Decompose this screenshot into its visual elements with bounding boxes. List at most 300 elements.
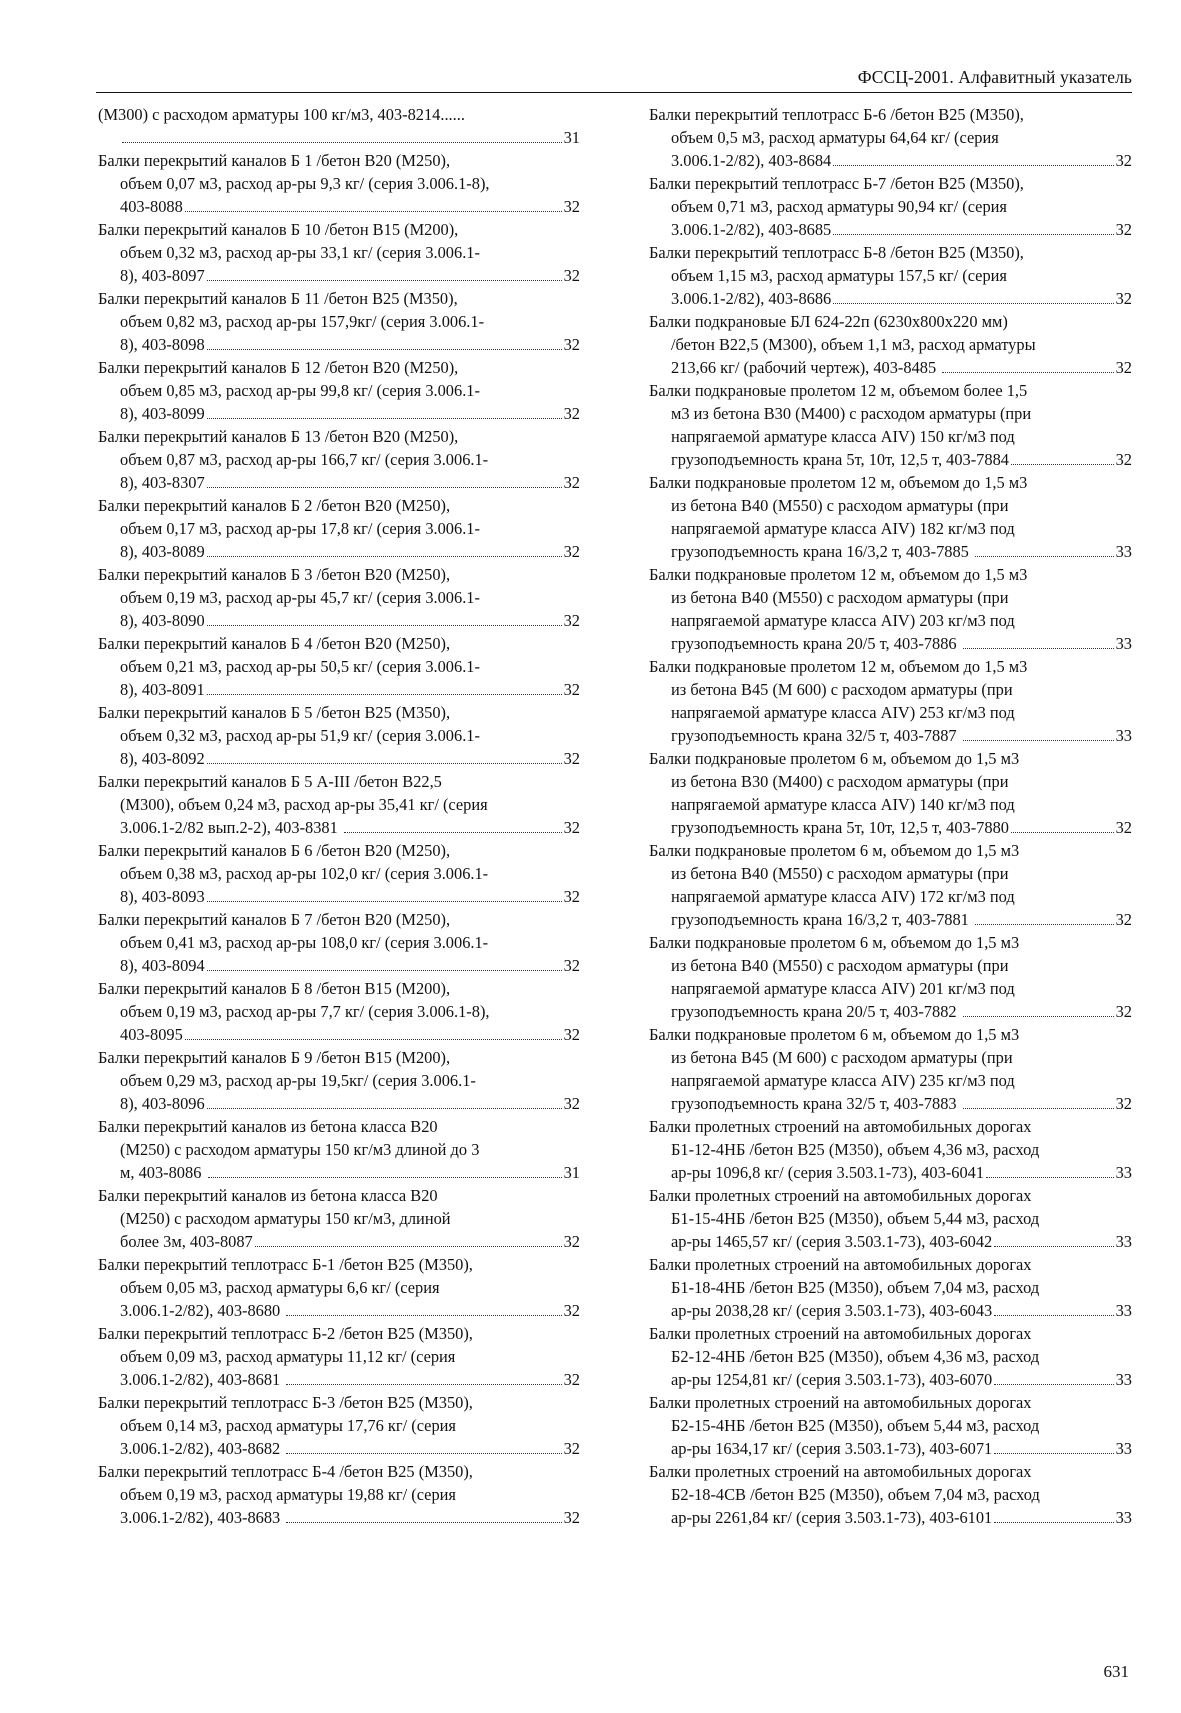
index-entry: [98, 908, 580, 977]
entry-text: Балки перекрытий каналов из бетона класса В20: [98, 1186, 438, 1205]
entry-text: грузоподъемность крана 16/3,2 т, 403-7881: [671, 910, 973, 929]
entry-line: [649, 793, 1132, 816]
entry-text: 8), 403-8098: [120, 335, 205, 354]
dot-leader: [344, 832, 562, 833]
entry-page-ref: 31: [563, 1163, 580, 1182]
entry-text: Балки перекрытий каналов Б 12 /бетон В20 (М250),: [98, 358, 459, 377]
entry-page-ref: 32: [563, 1094, 580, 1113]
entry-page-ref: 32: [1115, 289, 1132, 308]
entry-text: Балки подкрановые пролетом 12 м, объемом до 1,5 м3: [649, 473, 1028, 492]
entry-text: 8), 403-8091: [120, 680, 205, 699]
entry-line: [649, 448, 1132, 471]
entry-line: [98, 195, 580, 218]
entry-line: [649, 402, 1132, 425]
entry-line: [649, 149, 1132, 172]
entry-line: [649, 1483, 1132, 1506]
entry-line: [649, 1092, 1132, 1115]
entry-text: ар-ры 2261,84 кг/ (серия 3.503.1-73), 403-6101: [671, 1508, 993, 1527]
entry-line: [98, 1460, 580, 1483]
entry-line: [649, 241, 1132, 264]
entry-line: [98, 885, 580, 908]
dot-leader: [963, 1108, 1114, 1109]
entry-line: [649, 126, 1132, 149]
entry-line: [98, 816, 580, 839]
index-entry: [98, 494, 580, 563]
entry-text: из бетона В45 (М 600) с расходом арматуры (при: [671, 1048, 1013, 1067]
entry-page-ref: 32: [1115, 910, 1132, 929]
entry-line: [649, 609, 1132, 632]
entry-text: объем 0,41 м3, расход ар-ры 108,0 кг/ (серия 3.006.1-: [120, 933, 489, 952]
entry-line: [649, 1046, 1132, 1069]
entry-line: [649, 632, 1132, 655]
entry-text: грузоподъемность крана 20/5 т, 403-7882: [671, 1002, 961, 1021]
entry-page-ref: 33: [1115, 1439, 1132, 1458]
entry-line: [649, 724, 1132, 747]
entry-text: Балки подкрановые пролетом 12 м, объемом до 1,5 м3: [649, 657, 1028, 676]
entry-text: ар-ры 1254,81 кг/ (серия 3.503.1-73), 403-6070: [671, 1370, 993, 1389]
entry-text: Балки подкрановые пролетом 6 м, объемом до 1,5 м3: [649, 933, 1020, 952]
entry-line: [98, 448, 580, 471]
index-entry: [98, 770, 580, 839]
entry-line: [649, 517, 1132, 540]
entry-text: 8), 403-8089: [120, 542, 205, 561]
index-entry: [98, 701, 580, 770]
entry-text: Балки пролетных строений на автомобильных дорогах: [649, 1117, 1032, 1136]
entry-line: [98, 1276, 580, 1299]
entry-line: [98, 241, 580, 264]
entry-text: 3.006.1-2/82), 403-8681: [120, 1370, 285, 1389]
entry-text: Балки перекрытий каналов Б 4 /бетон В20 (М250),: [98, 634, 451, 653]
entry-line: [98, 402, 580, 425]
dot-leader: [994, 1315, 1113, 1316]
index-entry: [98, 425, 580, 494]
entry-line: [98, 862, 580, 885]
entry-page-ref: 33: [1115, 634, 1132, 653]
entry-text: Балки перекрытий каналов Б 3 /бетон В20 (М250),: [98, 565, 451, 584]
dot-leader: [994, 1384, 1113, 1385]
entry-line: [98, 586, 580, 609]
entry-text: Б2-15-4НБ /бетон В25 (М350), объем 5,44 м3, расход: [671, 1416, 1040, 1435]
entry-line: [649, 1299, 1132, 1322]
entry-text: 8), 403-8096: [120, 1094, 205, 1113]
dot-leader: [208, 1177, 562, 1178]
dot-leader: [207, 694, 562, 695]
entry-line: [98, 218, 580, 241]
index-entry: [649, 1184, 1132, 1253]
entry-line: [98, 678, 580, 701]
entry-text: (М300), объем 0,24 м3, расход ар-ры 35,41 кг/ (серия: [120, 795, 488, 814]
entry-line: [98, 540, 580, 563]
index-entry: [649, 1460, 1132, 1529]
entry-text: из бетона В40 (М550) с расходом арматуры (при: [671, 956, 1009, 975]
entry-text: объем 1,15 м3, расход арматуры 157,5 кг/ (серия: [671, 266, 1007, 285]
index-entry: [649, 1322, 1132, 1391]
entry-line: [98, 1046, 580, 1069]
entry-text: из бетона В30 (М400) с расходом арматуры (при: [671, 772, 1009, 791]
dot-leader: [286, 1384, 561, 1385]
entry-text: Балки перекрытий каналов Б 2 /бетон В20 (М250),: [98, 496, 451, 515]
entry-page-ref: 32: [563, 1370, 580, 1389]
entry-text: Балки пролетных строений на автомобильных дорогах: [649, 1255, 1032, 1274]
entry-page-ref: 32: [563, 1025, 580, 1044]
entry-text: грузоподъемность крана 16/3,2 т, 403-7885: [671, 542, 973, 561]
entry-page-ref: 32: [563, 335, 580, 354]
entry-line: [649, 1345, 1132, 1368]
entry-page-ref: 31: [563, 128, 580, 147]
index-entry: [649, 1023, 1132, 1115]
entry-line: [649, 885, 1132, 908]
dot-leader: [207, 556, 562, 557]
entry-line: [98, 425, 580, 448]
running-header: [96, 66, 1132, 93]
entry-text: объем 0,29 м3, расход ар-ры 19,5кг/ (серия 3.006.1-: [120, 1071, 476, 1090]
entry-line: [98, 954, 580, 977]
index-column-right: [649, 103, 1132, 1529]
entry-line: [98, 1368, 580, 1391]
entry-line: [649, 333, 1132, 356]
entry-text: грузоподъемность крана 5т, 10т, 12,5 т, 403-7884: [671, 450, 1009, 469]
index-entry: [649, 241, 1132, 310]
entry-line: [98, 333, 580, 356]
index-entry: [649, 931, 1132, 1023]
entry-line: [649, 678, 1132, 701]
entry-text: объем 0,82 м3, расход ар-ры 157,9кг/ (серия 3.006.1-: [120, 312, 485, 331]
entry-line: [98, 931, 580, 954]
index-entry: [98, 1184, 580, 1253]
entry-page-ref: 32: [563, 542, 580, 561]
entry-line: [649, 908, 1132, 931]
entry-text: 3.006.1-2/82), 403-8685: [671, 220, 832, 239]
dot-leader: [207, 487, 562, 488]
index-column-left: [98, 103, 580, 1529]
entry-line: [98, 793, 580, 816]
entry-text: объем 0,5 м3, расход арматуры 64,64 кг/ (серия: [671, 128, 999, 147]
entry-line: [98, 1414, 580, 1437]
entry-text: Б2-18-4СВ /бетон В25 (М350), объем 7,04 м3, расход: [671, 1485, 1040, 1504]
entry-text: Балки перекрытий каналов Б 11 /бетон В25 (М350),: [98, 289, 458, 308]
entry-page-ref: 33: [1115, 1163, 1132, 1182]
entry-text: Балки перекрытий каналов Б 8 /бетон В15 (М200),: [98, 979, 451, 998]
entry-page-ref: 32: [563, 611, 580, 630]
entry-line: [98, 609, 580, 632]
entry-text: ар-ры 1096,8 кг/ (серия 3.503.1-73), 403-6041: [671, 1163, 985, 1182]
entry-page-ref: 32: [1115, 220, 1132, 239]
dot-leader: [286, 1315, 561, 1316]
entry-line: [649, 310, 1132, 333]
entry-text: Балки подкрановые пролетом 12 м, объемом до 1,5 м3: [649, 565, 1028, 584]
dot-leader: [207, 349, 562, 350]
page-number: 631: [1103, 1662, 1129, 1681]
entry-line: [98, 1138, 580, 1161]
entry-page-ref: 33: [1115, 726, 1132, 745]
entry-line: [98, 908, 580, 931]
entry-text: Балки перекрытий теплотрасс Б-2 /бетон В25 (М350),: [98, 1324, 473, 1343]
entry-text: Балки подкрановые БЛ 624-22п (6230х800х220 мм): [649, 312, 1008, 331]
index-entry: [649, 379, 1132, 471]
index-entry: [649, 563, 1132, 655]
entry-line: [98, 724, 580, 747]
dot-leader: [994, 1453, 1113, 1454]
entry-text: объем 0,87 м3, расход ар-ры 166,7 кг/ (серия 3.006.1-: [120, 450, 489, 469]
entry-page-ref: 33: [1115, 1370, 1132, 1389]
entry-text: ар-ры 2038,28 кг/ (серия 3.503.1-73), 403-6043: [671, 1301, 993, 1320]
entry-line: [98, 701, 580, 724]
dot-leader: [286, 1453, 561, 1454]
entry-text: Балки перекрытий каналов Б 9 /бетон В15 (М200),: [98, 1048, 451, 1067]
dot-leader: [286, 1522, 561, 1523]
entry-text: Балки перекрытий каналов из бетона класса В20: [98, 1117, 438, 1136]
entry-line: [649, 954, 1132, 977]
entry-text: Б2-12-4НБ /бетон В25 (М350), объем 4,36 м3, расход: [671, 1347, 1040, 1366]
entry-line: [98, 287, 580, 310]
entry-text: 8), 403-8093: [120, 887, 205, 906]
entry-text: Балки подкрановые пролетом 12 м, объемом более 1,5: [649, 381, 1028, 400]
entry-text: объем 0,14 м3, расход арматуры 17,76 кг/ (серия: [120, 1416, 456, 1435]
dot-leader: [975, 556, 1114, 557]
entry-text: объем 0,85 м3, расход ар-ры 99,8 кг/ (серия 3.006.1-: [120, 381, 480, 400]
entry-line: [98, 563, 580, 586]
entry-line: [649, 1230, 1132, 1253]
entry-page-ref: 32: [563, 473, 580, 492]
entry-text: 8), 403-8094: [120, 956, 205, 975]
dot-leader: [833, 303, 1113, 304]
entry-line: [98, 1506, 580, 1529]
entry-page-ref: 32: [1115, 450, 1132, 469]
index-entry: [649, 1391, 1132, 1460]
entry-text: объем 0,21 м3, расход ар-ры 50,5 кг/ (серия 3.006.1-: [120, 657, 480, 676]
dot-leader: [1011, 464, 1114, 465]
entry-text: 3.006.1-2/82), 403-8683: [120, 1508, 285, 1527]
entry-line: [649, 1069, 1132, 1092]
entry-text: Б1-12-4НБ /бетон В25 (М350), объем 4,36 м3, расход: [671, 1140, 1040, 1159]
entry-text: (М250) с расходом арматуры 150 кг/м3 длиной до 3: [120, 1140, 480, 1159]
entry-line: [649, 1115, 1132, 1138]
entry-text: объем 0,05 м3, расход арматуры 6,6 кг/ (серия: [120, 1278, 440, 1297]
entry-text: объем 0,09 м3, расход арматуры 11,12 кг/ (серия: [120, 1347, 456, 1366]
index-entry: [649, 839, 1132, 931]
dot-leader: [207, 418, 562, 419]
entry-page-ref: 33: [1115, 1508, 1132, 1527]
entry-line: [649, 1414, 1132, 1437]
entry-line: [649, 1368, 1132, 1391]
entry-page-ref: 32: [1115, 818, 1132, 837]
entry-line: [649, 540, 1132, 563]
entry-text: /бетон В22,5 (М300), объем 1,1 м3, расход арматуры: [671, 335, 1036, 354]
dot-leader: [207, 970, 562, 971]
entry-text: объем 0,19 м3, расход ар-ры 7,7 кг/ (серия 3.006.1-8),: [120, 1002, 490, 1021]
entry-text: 8), 403-8097: [120, 266, 205, 285]
entry-page-ref: 33: [1115, 1301, 1132, 1320]
dot-leader: [255, 1246, 562, 1247]
entry-line: [98, 655, 580, 678]
index-entry: [649, 172, 1132, 241]
index-entry: [98, 356, 580, 425]
index-entry: [98, 287, 580, 356]
entry-line: [98, 310, 580, 333]
entry-line: [98, 1092, 580, 1115]
entry-line: [98, 632, 580, 655]
index-entry: [98, 563, 580, 632]
entry-page-ref: 32: [1115, 1094, 1132, 1113]
header-title: ФССЦ-2001. Алфавитный указатель: [857, 67, 1132, 87]
entry-page-ref: 32: [563, 956, 580, 975]
dot-leader: [963, 740, 1114, 741]
entry-line: [649, 1322, 1132, 1345]
entry-text: напрягаемой арматуре класса AIV) 253 кг/м3 под: [671, 703, 1015, 722]
index-entry: [649, 1115, 1132, 1184]
entry-text: 8), 403-8092: [120, 749, 205, 768]
entry-line: [649, 1460, 1132, 1483]
entry-line: [98, 770, 580, 793]
entry-text: Балки перекрытий теплотрасс Б-7 /бетон В25 (М350),: [649, 174, 1024, 193]
entry-text: из бетона В45 (М 600) с расходом арматуры (при: [671, 680, 1013, 699]
entry-text: Балки пролетных строений на автомобильных дорогах: [649, 1324, 1032, 1343]
entry-text: 8), 403-8090: [120, 611, 205, 630]
entry-line: [98, 103, 580, 126]
entry-line: [649, 977, 1132, 1000]
entry-page-ref: 32: [563, 1508, 580, 1527]
entry-line: [649, 1437, 1132, 1460]
entry-text: (М300) с расходом арматуры 100 кг/м3, 403-8214......: [98, 105, 465, 124]
entry-line: [98, 1322, 580, 1345]
entry-text: Балки перекрытий каналов Б 6 /бетон В20 (М250),: [98, 841, 451, 860]
entry-line: [649, 1391, 1132, 1414]
entry-page-ref: 32: [1115, 1002, 1132, 1021]
entry-text: из бетона В40 (М550) с расходом арматуры (при: [671, 864, 1009, 883]
index-entry: [98, 1115, 580, 1184]
entry-text: Балки перекрытий теплотрасс Б-3 /бетон В25 (М350),: [98, 1393, 473, 1412]
entry-line: [98, 264, 580, 287]
dot-leader: [833, 165, 1113, 166]
dot-leader: [963, 648, 1114, 649]
index-entry: [98, 1046, 580, 1115]
entry-text: 403-8095: [120, 1025, 183, 1044]
entry-text: Балки пролетных строений на автомобильных дорогах: [649, 1393, 1032, 1412]
entry-text: напрягаемой арматуре класса AIV) 201 кг/м3 под: [671, 979, 1015, 998]
entry-line: [649, 356, 1132, 379]
entry-text: Балки перекрытий теплотрасс Б-1 /бетон В25 (М350),: [98, 1255, 473, 1274]
index-entry: [649, 471, 1132, 563]
entry-text: 3.006.1-2/82 вып.2-2), 403-8381: [120, 818, 342, 837]
entry-text: Балки перекрытий каналов Б 1 /бетон В20 (М250),: [98, 151, 451, 170]
entry-text: 3.006.1-2/82), 403-8684: [671, 151, 832, 170]
entry-line: [649, 172, 1132, 195]
entry-line: [649, 494, 1132, 517]
entry-page-ref: 33: [1115, 1232, 1132, 1251]
entry-line: [98, 471, 580, 494]
entry-text: объем 0,07 м3, расход ар-ры 9,3 кг/ (серия 3.006.1-8),: [120, 174, 490, 193]
index-entry: [98, 218, 580, 287]
entry-line: [649, 586, 1132, 609]
entry-line: [649, 103, 1132, 126]
index-entry: [98, 103, 580, 149]
index-entry: [98, 1253, 580, 1322]
entry-line: [649, 218, 1132, 241]
entry-text: 3.006.1-2/82), 403-8680: [120, 1301, 285, 1320]
entry-line: [98, 747, 580, 770]
entry-page-ref: 32: [563, 266, 580, 285]
entry-text: напрягаемой арматуре класса AIV) 140 кг/м3 под: [671, 795, 1015, 814]
entry-page-ref: 32: [563, 1232, 580, 1251]
entry-text: объем 0,32 м3, расход ар-ры 51,9 кг/ (серия 3.006.1-: [120, 726, 480, 745]
entry-page-ref: 32: [563, 1301, 580, 1320]
entry-text: м, 403-8086: [120, 1163, 206, 1182]
entry-text: объем 0,19 м3, расход ар-ры 45,7 кг/ (серия 3.006.1-: [120, 588, 480, 607]
entry-line: [649, 1184, 1132, 1207]
entry-text: Балки перекрытий каналов Б 5 А-III /бетон В22,5: [98, 772, 442, 791]
index-entry: [98, 149, 580, 218]
index-entry: [649, 1253, 1132, 1322]
entry-text: Балки перекрытий теплотрасс Б-8 /бетон В25 (М350),: [649, 243, 1024, 262]
entry-text: ар-ры 1465,57 кг/ (серия 3.503.1-73), 403-6042: [671, 1232, 993, 1251]
entry-line: [98, 149, 580, 172]
entry-text: Балки пролетных строений на автомобильных дорогах: [649, 1462, 1032, 1481]
entry-line: [98, 494, 580, 517]
entry-text: 3.006.1-2/82), 403-8686: [671, 289, 832, 308]
entry-text: Балки подкрановые пролетом 6 м, объемом до 1,5 м3: [649, 841, 1020, 860]
entry-line: [98, 1483, 580, 1506]
entry-line: [98, 1345, 580, 1368]
index-entry: [98, 1322, 580, 1391]
entry-text: Балки перекрытий каналов Б 10 /бетон В15 (М200),: [98, 220, 459, 239]
entry-page-ref: 32: [1115, 358, 1132, 377]
index-entry: [98, 632, 580, 701]
entry-line: [649, 839, 1132, 862]
dot-leader: [185, 211, 562, 212]
entry-text: напрягаемой арматуре класса AIV) 203 кг/м3 под: [671, 611, 1015, 630]
entry-text: 8), 403-8307: [120, 473, 205, 492]
entry-page-ref: 32: [1115, 151, 1132, 170]
entry-line: [98, 517, 580, 540]
entry-line: [649, 655, 1132, 678]
entry-text: грузоподъемность крана 5т, 10т, 12,5 т, 403-7880: [671, 818, 1009, 837]
entry-line: [98, 1437, 580, 1460]
entry-text: объем 0,19 м3, расход арматуры 19,88 кг/ (серия: [120, 1485, 456, 1504]
entry-line: [649, 1253, 1132, 1276]
entry-line: [649, 425, 1132, 448]
dot-leader: [207, 625, 562, 626]
entry-text: Балки пролетных строений на автомобильных дорогах: [649, 1186, 1032, 1205]
dot-leader: [994, 1522, 1113, 1523]
entry-text: Балки перекрытий каналов Б 13 /бетон В20 (М250),: [98, 427, 459, 446]
entry-page-ref: 32: [563, 404, 580, 423]
index-entry: [649, 310, 1132, 379]
entry-text: напрягаемой арматуре класса AIV) 150 кг/м3 под: [671, 427, 1015, 446]
entry-page-ref: 32: [563, 1439, 580, 1458]
entry-page-ref: 32: [563, 197, 580, 216]
index-entry: [649, 655, 1132, 747]
entry-line: [98, 172, 580, 195]
entry-line: [649, 747, 1132, 770]
entry-line: [98, 977, 580, 1000]
entry-text: Б1-18-4НБ /бетон В25 (М350), объем 7,04 м3, расход: [671, 1278, 1040, 1297]
entry-text: объем 0,71 м3, расход арматуры 90,94 кг/ (серия: [671, 197, 1007, 216]
entry-line: [98, 1299, 580, 1322]
dot-leader: [185, 1039, 562, 1040]
dot-leader: [994, 1246, 1113, 1247]
entry-line: [98, 1391, 580, 1414]
entry-text: объем 0,38 м3, расход ар-ры 102,0 кг/ (серия 3.006.1-: [120, 864, 489, 883]
dot-leader: [975, 924, 1114, 925]
entry-line: [98, 1000, 580, 1023]
entry-line: [98, 1115, 580, 1138]
index-entry: [98, 1391, 580, 1460]
entry-line: [649, 1161, 1132, 1184]
dot-leader: [207, 763, 562, 764]
entry-line: [98, 1023, 580, 1046]
entry-line: [649, 379, 1132, 402]
entry-line: [98, 356, 580, 379]
